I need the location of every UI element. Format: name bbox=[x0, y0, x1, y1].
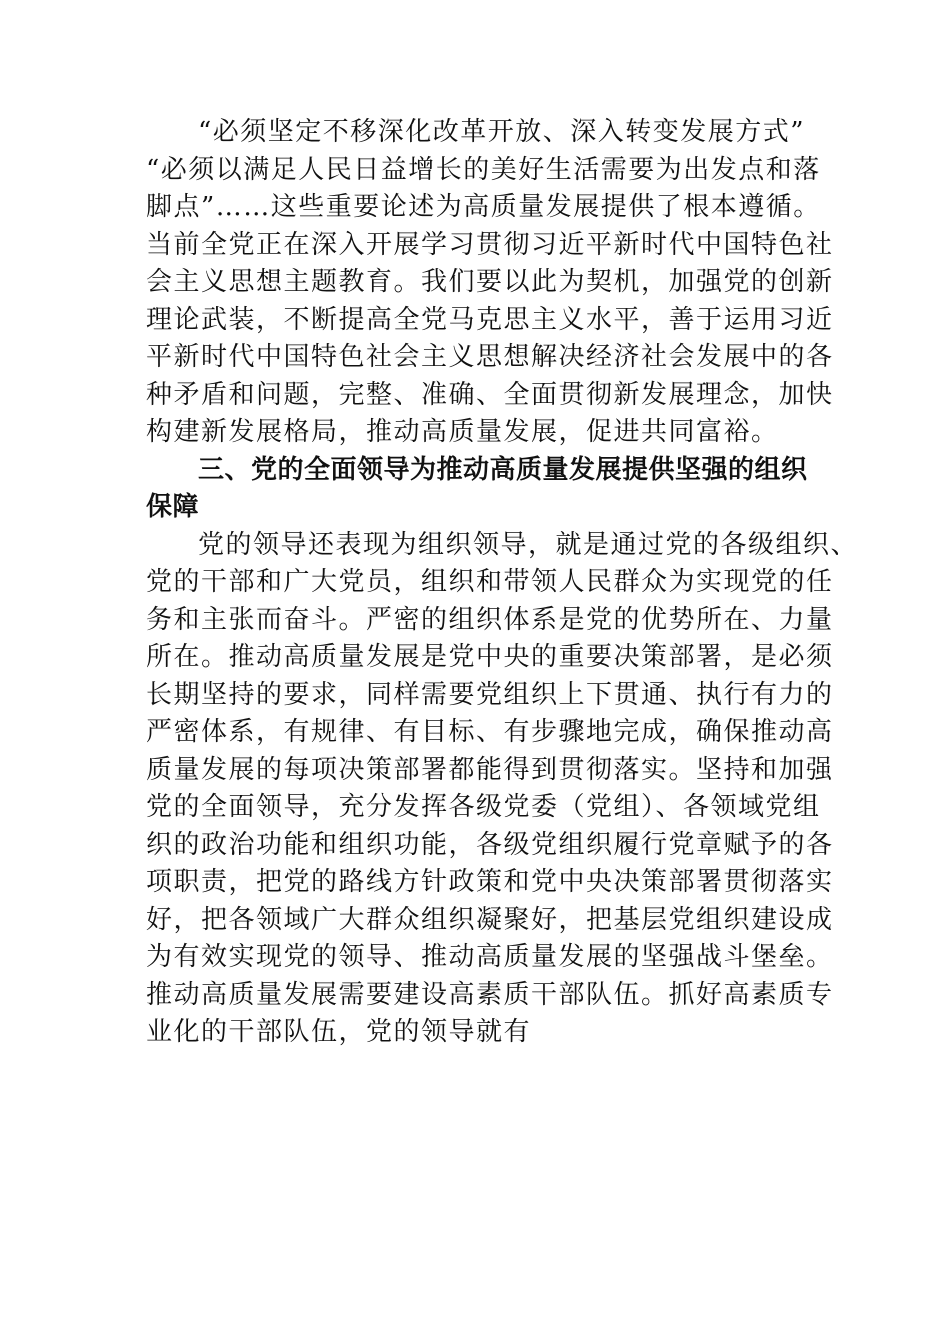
paragraph-line: 党的全面领导，充分发挥各级党委（党组）、各领域党组 bbox=[146, 792, 821, 822]
paragraph-2 bbox=[146, 527, 859, 1052]
paragraph-line: 所在。推动高质量发展是党中央的重要决策部署，是必须 bbox=[146, 642, 834, 672]
document-page bbox=[146, 114, 859, 1052]
paragraph-line: 好，把各领域广大群众组织凝聚好，把基层党组织建设成 bbox=[146, 904, 834, 935]
paragraph-line: “必须坚定不移深化改革开放、深入转变发展方式” bbox=[198, 117, 806, 147]
heading-line: 三、党的全面领导为推动高质量发展提供坚强的组织 bbox=[198, 454, 808, 485]
paragraph-line: 理论武装，不断提高全党马克思主义水平，善于运用习近 bbox=[146, 304, 834, 335]
paragraph-line: 长期坚持的要求，同样需要党组织上下贯通、执行有力的 bbox=[146, 679, 834, 710]
paragraph-line: 务和主张而奋斗。严密的组织体系是党的优势所在、力量 bbox=[146, 604, 834, 635]
paragraph-line: 平新时代中国特色社会主义思想解决经济社会发展中的各 bbox=[146, 342, 834, 372]
paragraph-line: 项职责，把党的路线方针政策和党中央决策部署贯彻落实 bbox=[146, 867, 834, 897]
paragraph-line: 质量发展的每项决策部署都能得到贯彻落实。坚持和加强 bbox=[146, 754, 834, 785]
heading-line: 保障 bbox=[146, 492, 200, 522]
paragraph-line: 脚点”……这些重要论述为高质量发展提供了根本遵循。 bbox=[146, 192, 821, 222]
paragraph-line: 构建新发展格局，推动高质量发展，促进共同富裕。 bbox=[146, 417, 779, 447]
paragraph-line: 当前全党正在深入开展学习贯彻习近平新时代中国特色社 bbox=[146, 229, 834, 260]
paragraph-line: “必须以满足人民日益增长的美好生活需要为出发点和落 bbox=[146, 154, 821, 185]
paragraph-line: 严密体系，有规律、有目标、有步骤地完成，确保推动高 bbox=[146, 717, 834, 747]
paragraph-line: 党的干部和广大党员，组织和带领人民群众为实现党的任 bbox=[146, 567, 834, 597]
paragraph-1 bbox=[146, 114, 834, 452]
paragraph-line: 业化的干部队伍，党的领导就有 bbox=[146, 1017, 532, 1047]
paragraph-line: 会主义思想主题教育。我们要以此为契机，加强党的创新 bbox=[146, 267, 834, 297]
paragraph-line: 为有效实现党的领导、推动高质量发展的坚强战斗堡垒。 bbox=[146, 942, 834, 972]
section-heading-3 bbox=[146, 452, 811, 527]
paragraph-line: 推动高质量发展需要建设高素质干部队伍。抓好高素质专 bbox=[146, 979, 834, 1010]
paragraph-line: 党的领导还表现为组织领导，就是通过党的各级组织、 bbox=[198, 529, 859, 560]
paragraph-line: 种矛盾和问题，完整、准确、全面贯彻新发展理念，加快 bbox=[146, 379, 834, 410]
paragraph-line: 织的政治功能和组织功能，各级党组织履行党章赋予的各 bbox=[146, 829, 834, 860]
